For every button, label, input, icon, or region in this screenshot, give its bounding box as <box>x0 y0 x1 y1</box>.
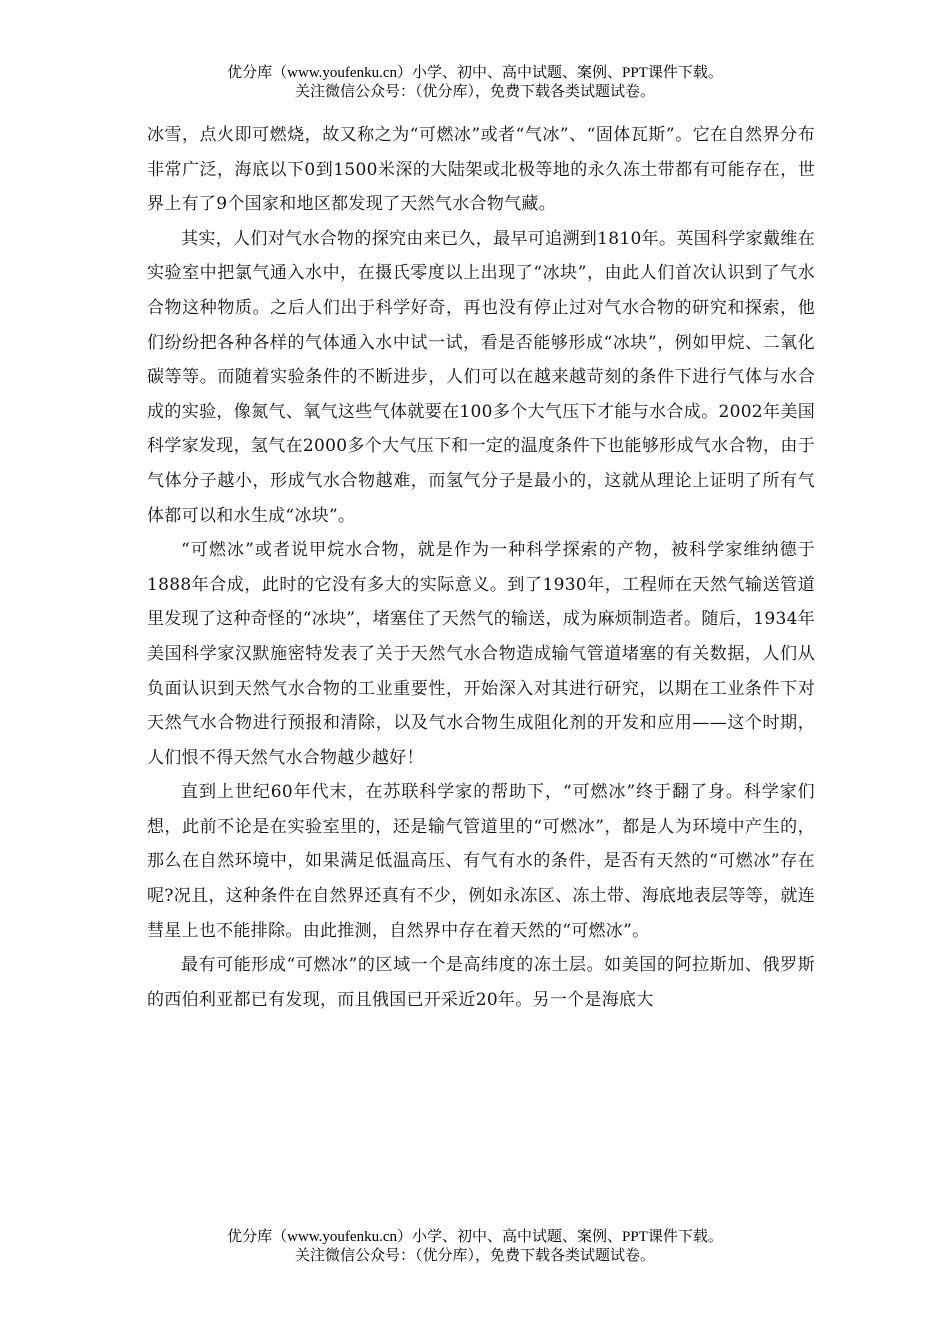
header-wechat-line: 关注微信公众号：（优分库），免费下载各类试题试卷。 <box>294 84 655 100</box>
article-body <box>147 118 815 1017</box>
paragraph-continuation: 冰雪，点火即可燃烧，故又称之为“可燃冰”或者“气冰”、“固体瓦斯”。它在自然界分布非常广泛，海底以下0到1500米深的大陆架或北极等地的永久冻土带都有可能存在，世界上有了9个国家和地区都发现了天然气水合物气藏。 <box>147 125 815 215</box>
page-header <box>0 64 950 102</box>
paragraph-history: 其实，人们对气水合物的探究由来已久，最早可追溯到1810年。英国科学家戴维在实验室中把氯气通入水中，在摄氏零度以上出现了“冰块”，由此人们首次认识到了气水合物这种物质。之后人们出于科学好奇，再也没有停止过对气水合物的研究和探索，他们纷纷把各种各样的气体通入水中试一试，看是否能够形成“冰块”，例如甲烷、二氧化碳等等。而随着实验条件的不断进步，人们可以在越来越苛刻的条件下进行气体与水合成的实验，像氮气、氧气这些气体就要在100多个大气压下才能与水合成。2002年美国科学家发现，氢气在2000多个大气压下和一定的温度条件下也能够形成气水合物，由于气体分子越小，形成气水合物越难，而氢气分子是最小的，这就从理论上证明了所有气体都可以和水生成“冰块”。 <box>147 228 815 526</box>
footer-site-line: 优分库（www.youfenku.cn）小学、初中、高中试题、案例、PPT课件下载。 <box>227 1229 723 1245</box>
footer-wechat-line: 关注微信公众号：（优分库），免费下载各类试题试卷。 <box>294 1248 655 1264</box>
paragraph-formation-regions: 最有可能形成“可燃冰”的区域一个是高纬度的冻土层。如美国的阿拉斯加、俄罗斯的西伯利亚都已有发现，而且俄国已开采近20年。另一个是海底大 <box>147 955 815 1010</box>
paragraph-natural-occurrence: 直到上世纪60年代末，在苏联科学家的帮助下，“可燃冰”终于翻了身。科学家们想，此前不论是在实验室里的，还是输气管道里的“可燃冰”，都是人为环境中产生的，那么在自然环境中，如果满足低温高压、有气有水的条件，是否有天然的“可燃冰”存在呢?况且，这种条件在自然界还真有不少，例如永冻区、冻土带、海底地表层等等，就连彗星上也不能排除。由此推测，自然界中存在着天然的“可燃冰”。 <box>147 782 815 941</box>
header-site-line: 优分库（www.youfenku.cn）小学、初中、高中试题、案例、PPT课件下载。 <box>227 65 723 81</box>
paragraph-methane-hydrate: “可燃冰”或者说甲烷水合物，就是作为一种科学探索的产物，被科学家维纳德于1888年合成，此时的它没有多大的实际意义。到了1930年，工程师在天然气输送管道里发现了这种奇怪的“冰块”，堵塞住了天然气的输送，成为麻烦制造者。随后，1934年美国科学家汉默施密特发表了关于天然气水合物造成输气管道堵塞的有关数据，人们从负面认识到天然气水合物的工业重要性，开始深入对其进行研究，以期在工业条件下对天然气水合物进行预报和清除，以及气水合物生成阻化剂的开发和应用——这个时期，人们恨不得天然气水合物越少越好！ <box>147 540 815 768</box>
page-footer <box>0 1228 950 1266</box>
